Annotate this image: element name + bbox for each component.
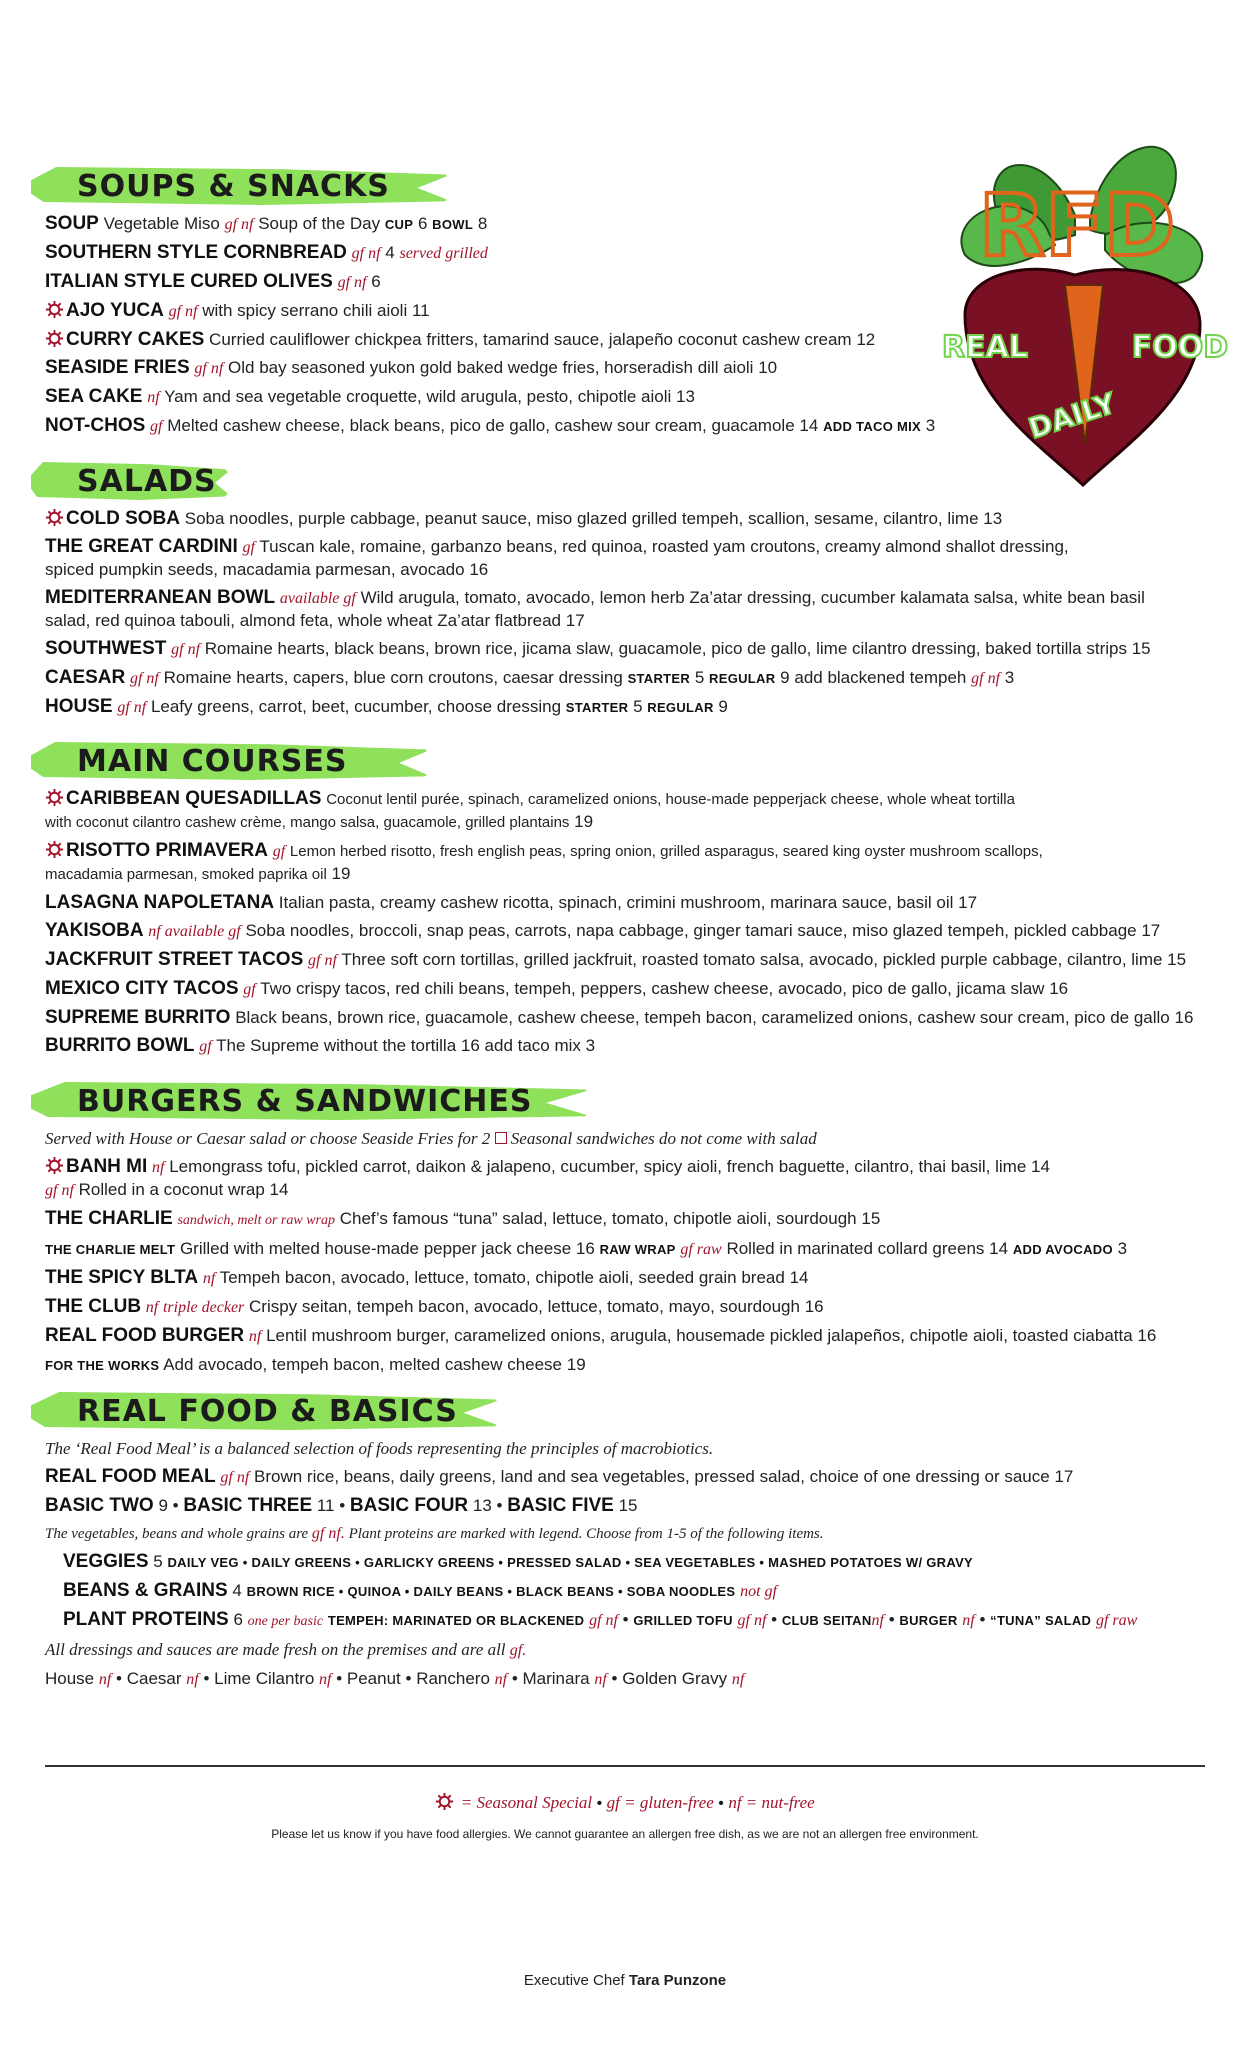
divider <box>45 1765 1205 1767</box>
dressings-list: House nf • Caesar nf • Lime Cilantro nf • Peanut • Ranchero nf • Marinara nf • Golden Gravy nf <box>45 1669 745 1688</box>
section-salads <box>45 460 1195 725</box>
menu-item-lasagna: LASAGNA NAPOLETANA Italian pasta, creamy cashew ricotta, spinach, crimini mushroom, marinara sauce, basil oil 17 <box>45 892 978 913</box>
allergy-notice: Please let us know if you have food allergies. We cannot guarantee an allergen free dish, as we are not an allergen free environment. <box>271 1827 979 1841</box>
seasonal-star-icon <box>45 1156 64 1175</box>
logo-letters: RFD <box>978 176 1176 276</box>
menu-item-charlie-melt: THE CHARLIE MELT Grilled with melted house-made pepper jack cheese 16 RAW WRAP gf raw Rolled in marinated collard greens 14 ADD AVOCADO 3 <box>45 1239 1128 1258</box>
menu-item-the-club: THE CLUB nf triple decker Crispy seitan, tempeh bacon, avocado, lettuce, tomato, mayo, sourdough 16 <box>45 1296 824 1317</box>
menu-item-yuca: AJO YUCA gf nf with spicy serrano chili aioli 11 <box>45 300 1195 323</box>
section-title: SALADS <box>77 464 217 499</box>
section-title: MAIN COURSES <box>77 744 348 779</box>
seasonal-star-icon <box>45 840 64 859</box>
menu-item-the-charlie: THE CHARLIE sandwich, melt or raw wrap Chef’s famous “tuna” salad, lettuce, tomato, chipotle aioli, sourdough 15 <box>45 1208 881 1229</box>
section-header <box>45 740 445 782</box>
legend: = Seasonal Special • gf = gluten-free • nf = nut-free <box>0 1792 1250 1813</box>
menu-item-caribbean-quesadillas: CARIBBEAN QUESADILLAS Coconut lentil purée, spinach, caramelized onions, house-made pepperjack cheese, whole wheat tortilla with coconut cilantro cashew crème, mango salsa, guacamole, grilled plantains 19 <box>45 788 1015 831</box>
menu-item-banh-mi: BANH MI nf Lemongrass tofu, pickled carrot, daikon & jalapeno, cucumber, spicy aioli, french baguette, cilantro, thai basil, lime 14 gf nf Rolled in a coconut wrap 14 <box>45 1156 1050 1199</box>
basics-plant-proteins: PLANT PROTEINS 6 one per basic TEMPEH: MARINATED OR BLACKENED gf nf • GRILLED TOFU gf nf • CLUB SEITANnf • BURGER nf • “TUNA” SALAD gf raw <box>63 1609 1138 1630</box>
section-basics <box>45 1390 1195 1697</box>
menu-item-house: HOUSE gf nf Leafy greens, carrot, beet, cucumber, choose dressing STARTER 5 REGULAR 9 <box>45 696 728 717</box>
menu-item-cold-soba: COLD SOBA Soba noodles, purple cabbage, peanut sauce, miso glazed grilled tempeh, scallion, sesame, cilantro, lime 13 <box>45 508 1195 530</box>
menu-item-jackfruit-tacos: JACKFRUIT STREET TACOS gf nf Three soft corn tortillas, grilled jackfruit, roasted tomato salsa, avocado, pickled purple cabbage, cilantro, lime 15 <box>45 949 1187 970</box>
section-burgers <box>45 1080 1195 1383</box>
seasonal-star-icon <box>45 300 64 319</box>
basics-note: The vegetables, beans and whole grains are gf nf. Plant proteins are marked with legend. Choose from 1-5 of the following items. <box>45 1525 824 1542</box>
menu-item-caesar: CAESAR gf nf Romaine hearts, capers, blue corn croutons, caesar dressing STARTER 5 REGULAR 9 add blackened tempeh gf nf 3 <box>45 667 1015 688</box>
section-title: BURGERS & SANDWICHES <box>77 1084 533 1119</box>
menu-item-risotto-primavera: RISOTTO PRIMAVERA gf Lemon herbed risotto, fresh english peas, spring onion, grilled asparagus, seared king oyster mushroom scallops, macadamia parmesan, smoked paprika oil 19 <box>45 840 1043 883</box>
menu-item-curry-cakes: CURRY CAKES Curried cauliflower chickpea fritters, tamarind sauce, jalapeño coconut cashew cream 12 <box>45 329 1195 351</box>
section-header <box>45 1390 515 1432</box>
menu-item-southwest: SOUTHWEST gf nf Romaine hearts, black beans, brown rice, jicama slaw, guacamole, pico de gallo, lime cilantro dressing, baked tortilla strips 15 <box>45 638 1151 659</box>
menu-item-real-food-meal: REAL FOOD MEAL gf nf Brown rice, beans, daily greens, land and sea vegetables, pressed salad, choice of one dressing or sauce 17 <box>45 1466 1074 1487</box>
section-header <box>45 165 465 207</box>
menu-item-mexico-city-tacos: MEXICO CITY TACOS gf Two crispy tacos, red chili beans, tempeh, peppers, cashew cheese, avocado, pico de gallo, jicama slaw 16 <box>45 978 1069 999</box>
menu-item-burrito-bowl: BURRITO BOWL gf The Supreme without the tortilla 16 add taco mix 3 <box>45 1035 596 1056</box>
logo-left-word: REAL <box>942 330 1028 365</box>
logo-right-word: FOOD <box>1131 330 1229 365</box>
menu-item-olives: ITALIAN STYLE CURED OLIVES gf nf 6 <box>45 271 381 292</box>
seasonal-star-icon <box>45 788 64 807</box>
menu-item-yakisoba: YAKISOBA nf available gf Soba noodles, broccoli, snap peas, carrots, napa cabbage, ginger tamari sauce, miso glazed tempeh, pickled cabbage 17 <box>45 920 1161 941</box>
menu-item-cornbread: SOUTHERN STYLE CORNBREAD gf nf 4 served grilled <box>45 242 488 263</box>
basics-beans-grains: BEANS & GRAINS 4 BROWN RICE • QUINOA • DAILY BEANS • BLACK BEANS • SOBA NOODLES not gf <box>63 1580 777 1601</box>
section-soups <box>45 165 1195 444</box>
section-mains <box>45 740 1195 1064</box>
menu-item-seaside-fries: SEASIDE FRIES gf nf Old bay seasoned yukon gold baked wedge fries, horseradish dill aioli 10 <box>45 357 778 378</box>
dressings-note: All dressings and sauces are made fresh on the premises and are all gf. <box>45 1640 527 1659</box>
menu-item-sea-cake: SEA CAKE nf Yam and sea vegetable croquette, wild arugula, pesto, chipotle aioli 13 <box>45 386 695 407</box>
menu-item-supreme-burrito: SUPREME BURRITO Black beans, brown rice, guacamole, cashew cheese, tempeh bacon, caramelized onions, cashew sour cream, pico de gallo 16 <box>45 1007 1194 1028</box>
menu-item-soup: SOUP Vegetable Miso gf nf Soup of the Day CUP 6 BOWL 8 <box>45 213 488 234</box>
basics-veggies: VEGGIES 5 DAILY VEG • DAILY GREENS • GARLICKY GREENS • PRESSED SALAD • SEA VEGETABLES • MASHED POTATOES W/ GRAVY <box>63 1551 974 1572</box>
menu-item-spicy-blta: THE SPICY BLTA nf Tempeh bacon, avocado, lettuce, tomato, chipotle aioli, seeded grain bread 14 <box>45 1267 809 1288</box>
basics-intro: The ‘Real Food Meal’ is a balanced selection of foods representing the principles of macrobiotics. <box>45 1439 714 1458</box>
menu-item-real-food-burger: REAL FOOD BURGER nf Lentil mushroom burger, caramelized onions, arugula, housemade pickled jalapeños, chipotle aioli, toasted ciabatta 16 <box>45 1325 1157 1346</box>
seasonal-star-icon <box>45 329 64 348</box>
seasonal-box-icon <box>495 1132 507 1144</box>
seasonal-star-icon <box>435 1792 454 1811</box>
menu-item-for-the-works: FOR THE WORKS Add avocado, tempeh bacon, melted cashew cheese 19 <box>45 1355 586 1374</box>
section-header <box>45 460 245 502</box>
menu-item-great-cardini: THE GREAT CARDINI gf Tuscan kale, romaine, garbanzo beans, red quinoa, roasted yam croutons, creamy almond shallot dressing, spiced pumpkin seeds, macadamia parmesan, avocado 16 <box>45 536 1069 579</box>
burgers-intro: Served with House or Caesar salad or choose Seaside Fries for 2 Seasonal sandwiches do not come with salad <box>45 1129 817 1148</box>
executive-chef: Executive Chef Tara Punzone <box>523 1972 727 1989</box>
basic-sizes: BASIC TWO 9 • BASIC THREE 11 • BASIC FOUR 13 • BASIC FIVE 15 <box>45 1495 638 1516</box>
logo-bottom-word: DAILY <box>1024 386 1120 446</box>
menu-item-mediterranean-bowl: MEDITERRANEAN BOWL available gf Wild arugula, tomato, avocado, lemon herb Za’atar dressing, cucumber kalamata salsa, white bean basil salad, red quinoa tabouli, almond feta, whole wheat Za’atar flatbread 17 <box>45 587 1145 630</box>
section-header <box>45 1080 605 1122</box>
section-title: SOUPS & SNACKS <box>77 169 390 204</box>
menu-item-not-chos: NOT-CHOS gf Melted cashew cheese, black beans, pico de gallo, cashew sour cream, guacamole 14 ADD TACO MIX 3 <box>45 415 936 436</box>
seasonal-star-icon <box>45 508 64 527</box>
section-title: REAL FOOD & BASICS <box>77 1394 458 1429</box>
